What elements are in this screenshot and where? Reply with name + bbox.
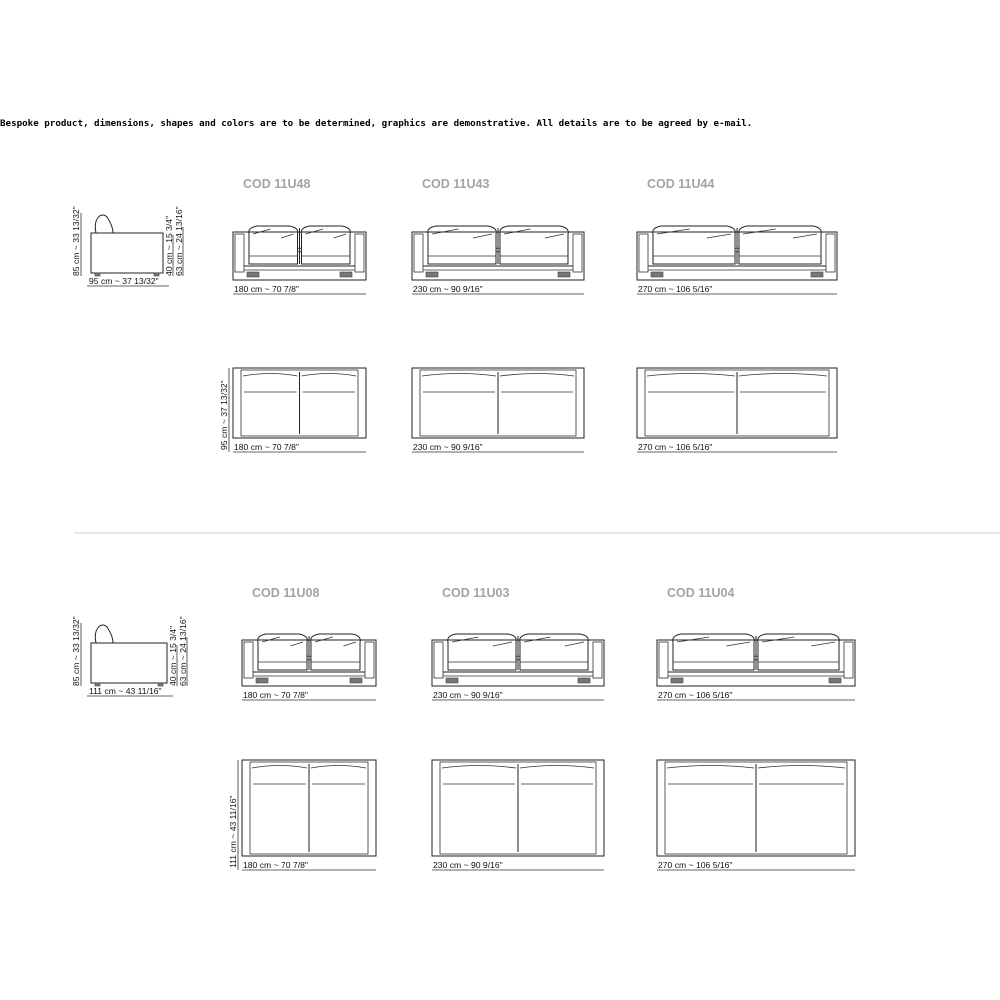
cushion-crease bbox=[726, 642, 750, 646]
back-cushion-top bbox=[647, 374, 735, 377]
model-cod-11u44 bbox=[637, 177, 837, 452]
model-cod-11u08 bbox=[228, 586, 376, 870]
back-cushion bbox=[311, 634, 361, 670]
sofa-foot bbox=[446, 678, 458, 683]
back-cushion-top bbox=[302, 374, 357, 377]
plan-width-label: 230 cm ~ 90 9/16" bbox=[433, 860, 503, 870]
depth-dimension-label: 111 cm ~ 43 11/16" bbox=[89, 686, 162, 696]
plan-width-label: 230 cm ~ 90 9/16" bbox=[413, 442, 483, 452]
back-cushion-top bbox=[667, 766, 754, 769]
sofa-foot bbox=[426, 272, 438, 277]
side-view-2 bbox=[71, 616, 188, 696]
sofa-foot bbox=[811, 272, 823, 277]
armrest-left bbox=[434, 642, 443, 678]
plan-view bbox=[412, 368, 584, 452]
front-view bbox=[657, 634, 855, 700]
front-width-label: 180 cm ~ 70 7/8" bbox=[243, 690, 308, 700]
plan-depth-label: 95 cm ~ 37 13/32" bbox=[219, 380, 229, 450]
seat-height-label: 40 cm ~ 15 3/4" bbox=[168, 625, 178, 686]
disclaimer-notice: Bespoke product, dimensions, shapes and colors are to be determined, graphics are demonstrative. All details are to be agreed by e-mail. bbox=[0, 118, 753, 129]
armrest-right bbox=[593, 642, 602, 678]
back-cushion-profile bbox=[95, 215, 113, 233]
cushion-crease bbox=[334, 234, 346, 238]
sofa-side-body bbox=[91, 643, 167, 683]
front-view bbox=[637, 226, 837, 294]
cushion-crease bbox=[493, 642, 512, 646]
plan-depth-label: 111 cm ~ 43 11/16" bbox=[228, 795, 238, 868]
sofa-foot bbox=[671, 678, 683, 683]
back-cushion bbox=[673, 634, 755, 670]
back-cushion bbox=[758, 634, 840, 670]
plan-width-label: 270 cm ~ 106 5/16" bbox=[638, 442, 713, 452]
front-view bbox=[233, 226, 366, 294]
back-cushion-top bbox=[442, 766, 516, 769]
armrest-right bbox=[573, 234, 582, 272]
model-cod-11u48 bbox=[219, 177, 366, 452]
sofa-foot bbox=[340, 272, 352, 277]
cushion-crease bbox=[545, 234, 564, 238]
back-cushion-top bbox=[243, 374, 298, 377]
armrest-left bbox=[659, 642, 668, 678]
plan-view bbox=[657, 760, 855, 870]
model-code-label: COD 11U03 bbox=[442, 586, 510, 600]
back-cushion bbox=[520, 634, 589, 670]
model-code-label: COD 11U04 bbox=[667, 586, 735, 600]
front-width-label: 270 cm ~ 106 5/16" bbox=[658, 690, 733, 700]
sofa-foot bbox=[578, 678, 590, 683]
back-cushion-top bbox=[311, 766, 366, 769]
model-code-label: COD 11U44 bbox=[647, 177, 715, 191]
armrest-left bbox=[235, 234, 244, 272]
side-view-1 bbox=[71, 206, 184, 286]
cushion-crease bbox=[473, 234, 492, 238]
arm-height-label: 63 cm ~ 24 13/16" bbox=[174, 206, 184, 276]
height-dimension-label: 85 cm ~ 33 13/32" bbox=[71, 206, 81, 276]
front-view bbox=[242, 634, 376, 700]
model-cod-11u43 bbox=[412, 177, 584, 452]
arm-height-label: 63 cm ~ 24 13/16" bbox=[178, 616, 188, 686]
front-view bbox=[412, 226, 584, 294]
back-cushion-top bbox=[252, 766, 307, 769]
seat-height-label: 40 cm ~ 15 3/4" bbox=[164, 215, 174, 276]
back-cushion-top bbox=[520, 766, 594, 769]
plan-width-label: 270 cm ~ 106 5/16" bbox=[658, 860, 733, 870]
back-cushion-top bbox=[758, 766, 845, 769]
back-cushion bbox=[448, 634, 517, 670]
sofa-foot bbox=[558, 272, 570, 277]
back-cushion-top bbox=[422, 374, 496, 377]
back-cushion-top bbox=[739, 374, 827, 377]
armrest-left bbox=[414, 234, 423, 272]
sofa-foot bbox=[247, 272, 259, 277]
sofa-side-body bbox=[91, 233, 163, 273]
front-width-label: 180 cm ~ 70 7/8" bbox=[234, 284, 299, 294]
model-cod-11u03 bbox=[432, 586, 604, 870]
cushion-crease bbox=[290, 642, 303, 646]
front-width-label: 270 cm ~ 106 5/16" bbox=[638, 284, 713, 294]
back-cushion-top bbox=[500, 374, 574, 377]
cushion-crease bbox=[811, 642, 835, 646]
plan-view bbox=[432, 760, 604, 870]
cushion-crease bbox=[793, 234, 817, 238]
plan-width-label: 180 cm ~ 70 7/8" bbox=[243, 860, 308, 870]
sofa-foot bbox=[829, 678, 841, 683]
model-code-label: COD 11U48 bbox=[243, 177, 311, 191]
plan-view bbox=[228, 760, 376, 870]
armrest-right bbox=[365, 642, 374, 678]
armrest-right bbox=[826, 234, 835, 272]
cushion-crease bbox=[565, 642, 584, 646]
depth-dimension-label: 95 cm ~ 37 13/32" bbox=[89, 276, 159, 286]
plan-view bbox=[637, 368, 837, 452]
cushion-crease bbox=[281, 234, 293, 238]
cushion-crease bbox=[343, 642, 356, 646]
model-cod-11u04 bbox=[657, 586, 855, 870]
height-dimension-label: 85 cm ~ 33 13/32" bbox=[71, 616, 81, 686]
sofa-foot bbox=[350, 678, 362, 683]
front-width-label: 230 cm ~ 90 9/16" bbox=[433, 690, 503, 700]
armrest-right bbox=[844, 642, 853, 678]
front-view bbox=[432, 634, 604, 700]
plan-width-label: 180 cm ~ 70 7/8" bbox=[234, 442, 299, 452]
cushion-crease bbox=[707, 234, 731, 238]
front-width-label: 230 cm ~ 90 9/16" bbox=[413, 284, 483, 294]
back-cushion bbox=[258, 634, 308, 670]
sofa-foot bbox=[256, 678, 268, 683]
model-code-label: COD 11U43 bbox=[422, 177, 490, 191]
back-cushion-profile bbox=[95, 625, 113, 643]
sofa-foot bbox=[651, 272, 663, 277]
plan-view bbox=[219, 368, 366, 452]
armrest-left bbox=[244, 642, 253, 678]
armrest-right bbox=[355, 234, 364, 272]
model-code-label: COD 11U08 bbox=[252, 586, 320, 600]
armrest-left bbox=[639, 234, 648, 272]
